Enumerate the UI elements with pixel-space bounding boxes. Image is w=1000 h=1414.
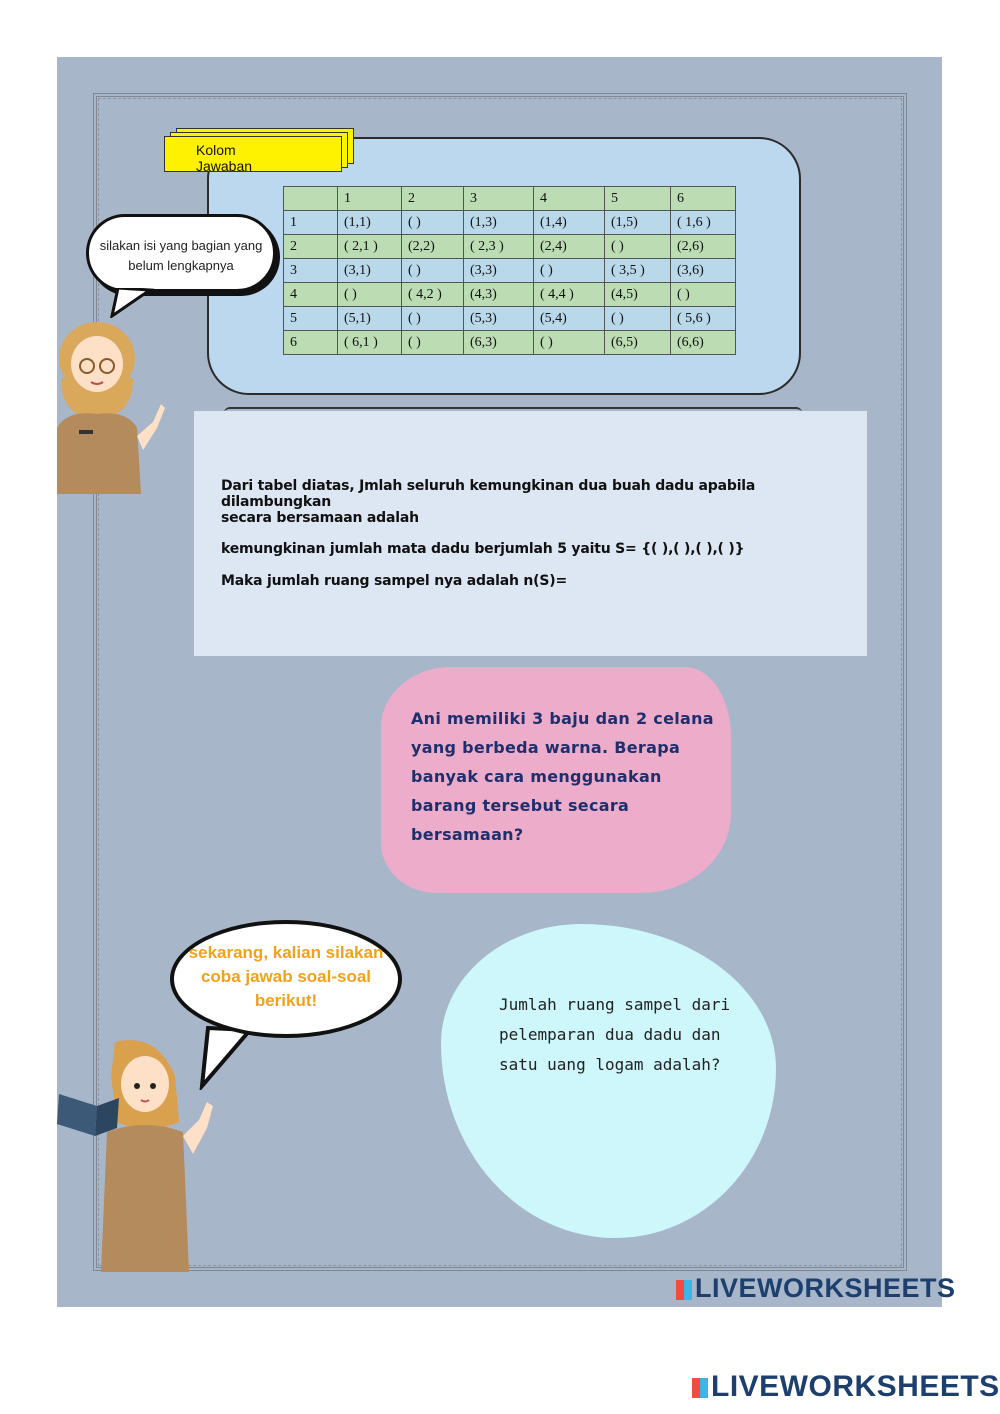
answer-cell[interactable]: ( 3,5 ) [605, 259, 671, 283]
speech-bubble-bottom-text: sekarang, kalian silakan coba jawab soal-soal berikut! [188, 943, 384, 1010]
answer-cell[interactable]: ( ) [402, 211, 464, 235]
answer-cell[interactable]: ( ) [402, 307, 464, 331]
answer-cell[interactable]: ( ) [338, 283, 402, 307]
answer-cell[interactable]: ( 1,6 ) [671, 211, 736, 235]
question-line-2: secara bersamaan adalah [221, 510, 419, 526]
table-cell: 5 [284, 307, 338, 331]
table-cell: (4,3) [464, 283, 534, 307]
question-line-1: Dari tabel diatas, Jmlah seluruh kemungkinan dua buah dadu apabila dilambungkan [221, 478, 756, 510]
answer-cell[interactable]: ( 5,6 ) [671, 307, 736, 331]
table-cell: 4 [534, 187, 605, 211]
answer-cell[interactable]: ( 4,4 ) [534, 283, 605, 307]
answer-cell[interactable]: ( 4,2 ) [402, 283, 464, 307]
pink-question-text: Ani memiliki 3 baju dan 2 celana yang berbeda warna. Berapa banyak cara menggunakan barang tersebut secara bersamaan? [411, 709, 714, 844]
table-cell: (1,4) [534, 211, 605, 235]
table-header-row [284, 187, 736, 211]
table-cell: (1,5) [605, 211, 671, 235]
table-cell: 1 [284, 211, 338, 235]
teacher-figure-icon [57, 318, 167, 494]
liveworksheets-logo-footer [692, 1370, 1000, 1404]
table-cell: 6 [284, 331, 338, 355]
table-row [284, 307, 736, 331]
question-card [194, 411, 867, 656]
answer-cell[interactable]: ( 6,1 ) [338, 331, 402, 355]
table-cell: (1,3) [464, 211, 534, 235]
table-row [284, 235, 736, 259]
teacher-with-book-icon [57, 1036, 217, 1272]
table-cell: (5,3) [464, 307, 534, 331]
table-cell: (2,6) [671, 235, 736, 259]
answer-cell[interactable]: ( 2,3 ) [464, 235, 534, 259]
table-cell: 3 [464, 187, 534, 211]
table-cell: (6,5) [605, 331, 671, 355]
brand-mark-icon [692, 1378, 708, 1398]
table-cell: 4 [284, 283, 338, 307]
table-row [284, 331, 736, 355]
question-line-4: Maka jumlah ruang sampel nya adalah n(S)= [221, 573, 567, 589]
question-line-3: kemungkinan jumlah mata dadu berjumlah 5 yaitu S= {( ),( ),( ),( )} [221, 541, 745, 557]
dice-outcome-table [283, 186, 736, 355]
answer-cell[interactable]: ( ) [671, 283, 736, 307]
table-row [284, 259, 736, 283]
table-cell: (5,1) [338, 307, 402, 331]
cyan-question-text: Jumlah ruang sampel dari pelemparan dua dadu dan satu uang logam adalah? [499, 995, 731, 1074]
tag-label: Kolom Jawaban [196, 142, 253, 174]
table-row [284, 211, 736, 235]
table-row [284, 283, 736, 307]
answer-cell[interactable]: ( ) [605, 307, 671, 331]
liveworksheets-logo [676, 1273, 956, 1304]
answer-cell[interactable]: ( ) [402, 259, 464, 283]
table-cell: 3 [284, 259, 338, 283]
speech-tail-icon [110, 288, 170, 318]
table-cell: (6,6) [671, 331, 736, 355]
table-cell: 2 [284, 235, 338, 259]
table-cell: (5,4) [534, 307, 605, 331]
table-cell [284, 187, 338, 211]
table-cell: (3,3) [464, 259, 534, 283]
brand-text: LIVEWORKSHEETS [711, 1370, 1000, 1403]
table-cell: (6,3) [464, 331, 534, 355]
answer-cell[interactable]: ( ) [402, 331, 464, 355]
table-cell: (1,1) [338, 211, 402, 235]
table-cell: 2 [402, 187, 464, 211]
answer-cell[interactable]: ( ) [605, 235, 671, 259]
table-cell: (2,4) [534, 235, 605, 259]
answer-cell[interactable]: ( 2,1 ) [338, 235, 402, 259]
table-cell: (4,5) [605, 283, 671, 307]
brand-mark-icon [676, 1280, 692, 1300]
table-cell: 1 [338, 187, 402, 211]
answer-cell[interactable]: ( ) [534, 259, 605, 283]
table-cell: (2,2) [402, 235, 464, 259]
brand-text: LIVEWORKSHEETS [695, 1273, 956, 1303]
answer-cell[interactable]: ( ) [534, 331, 605, 355]
table-cell: (3,6) [671, 259, 736, 283]
table-cell: 6 [671, 187, 736, 211]
table-cell: 5 [605, 187, 671, 211]
table-cell: (3,1) [338, 259, 402, 283]
speech-bubble-top-text: silakan isi yang bagian yang belum lengkapnya [99, 238, 263, 273]
